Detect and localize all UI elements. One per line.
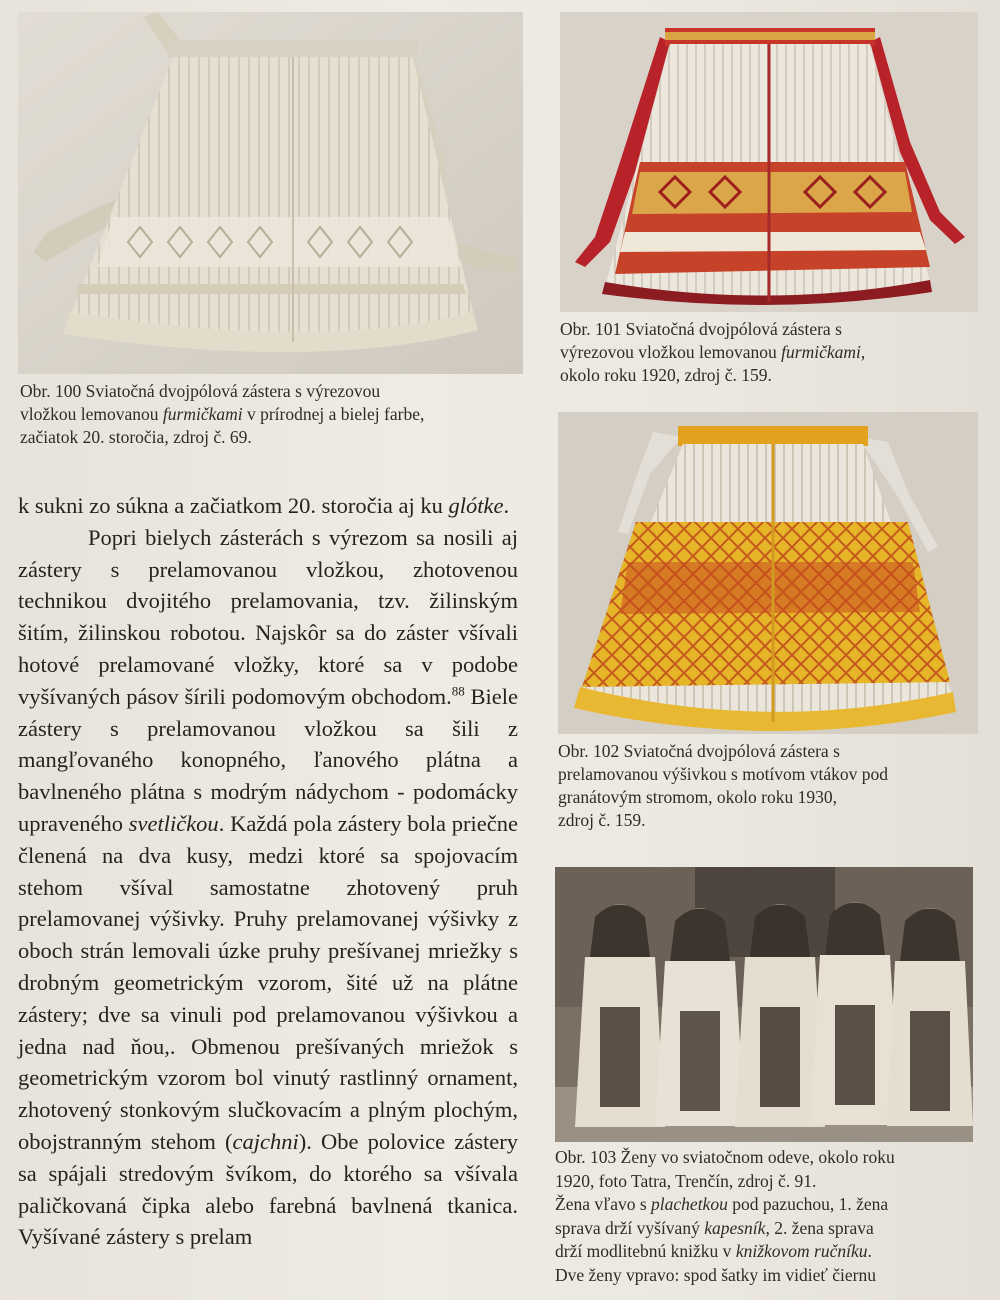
text-run: Obr. 102 Sviatočná dvojpólová zástera s <box>558 741 840 761</box>
text-run: ). Obe polovice zástery sa spájali stredovým švíkom, do ktorého sa všívala paličkovaná čipka alebo farebná bavlnená tkanica. Vyšívané zástery s prelam <box>18 1128 518 1250</box>
text-run: začiatok 20. storočia, zdroj č. 69. <box>20 427 252 447</box>
caption-line <box>558 809 978 832</box>
text-run: sprava drží vyšívaný <box>555 1217 705 1238</box>
text-run: Obr. 101 Sviatočná dvojpólová zástera s <box>560 319 842 339</box>
body-text-column <box>18 490 518 1253</box>
caption-line <box>558 786 978 809</box>
text-run: . <box>867 1241 872 1261</box>
text-run: . <box>503 493 510 518</box>
text-run: Obr. 100 Sviatočná dvojpólová zástera s výrezovou <box>20 381 381 401</box>
text-run: Obr. 103 Ženy vo sviatočnom odeve, okolo roku <box>555 1147 895 1167</box>
text-run: k sukni zo súkna a začiatkom 20. storočia aj ku <box>18 493 449 518</box>
figure-102-photo <box>558 412 978 734</box>
figure-103-caption <box>555 1146 985 1287</box>
text-run: pod pazuchou, 1. žena <box>727 1194 889 1214</box>
women-figures <box>575 902 973 1127</box>
text-run: , 2. žena sprava <box>765 1217 874 1238</box>
text-run: výrezovou vložkou lemovanou <box>560 342 782 362</box>
text-run: 1920, foto Tatra, Trenčín, zdroj č. 91. <box>555 1170 817 1191</box>
caption-line <box>558 763 978 786</box>
text-run: okolo roku 1920, zdroj č. 159. <box>560 365 772 385</box>
caption-line <box>555 1240 985 1264</box>
apron-image-yellow-embroidery <box>558 412 978 734</box>
text-run: zdroj č. 159. <box>558 810 646 830</box>
apron-image-natural-white <box>18 12 523 374</box>
caption-line <box>555 1193 985 1217</box>
text-run: Žena vľavo s <box>555 1194 652 1214</box>
caption-line <box>558 740 978 763</box>
caption-line <box>555 1170 985 1194</box>
body-paragraph <box>18 522 518 1253</box>
italic-term: cajchni <box>232 1128 299 1154</box>
text-run: Biele zástery s prelamovanou vložkou sa šili z mangľovaného konopného, ľanového plátna a bavlneného plátna s modrým nádychom - podomácky upraveného <box>18 683 519 836</box>
body-paragraph <box>18 490 518 522</box>
caption-line <box>20 403 520 426</box>
text-run: prelamovanou výšivkou s motívom vtákov pod <box>558 764 889 784</box>
italic-term: glótke <box>448 493 504 518</box>
text-run: . Každá pola zástery bola priečne členená na dva kusy, medzi ktoré sa spojovacím stehom všíval samostatne zhotovený pruh prelamovanej výšivky. Pruhy prelamovanej výšivky z oboch strán lemovali úzke pruhy prešívanej mriežky s drobným geometrickým vzorom, šité už na plátne zástery; dve sa vinuli pod prelamovanou výšivkou a jedna nad ňou,. Obmenou prešívaných mriežok s geometrickým vzorom bol vinutý rastlinný ornament, zhotovený stonkovým slučkovacím a plným plochým, obojstranným stehom ( <box>18 810 518 1154</box>
figure-100-caption <box>20 380 520 449</box>
text-run: granátovým stromom, okolo roku 1930, <box>558 787 838 807</box>
italic-term: furmičkami <box>781 342 861 362</box>
caption-line <box>20 380 520 403</box>
caption-line <box>20 426 520 449</box>
figure-102-caption <box>558 740 978 832</box>
italic-term: svetličkou <box>128 810 219 836</box>
text-run: Popri bielych zásterách s výrezom sa nosili aj zástery s prelamovanou vložkou, zhotovenou technikou dvojitého prelamovania, tzv. žilinským šitím, žilinskou robotou. Najskôr sa do záster všívali hotové prelamované vložky, ktoré sa v podobe vyšívaných pásov šírili podomovým obchodom. <box>18 524 518 709</box>
figure-103-photo <box>555 867 973 1142</box>
footnote-ref: 88 <box>451 683 465 699</box>
figure-101-caption <box>560 318 980 387</box>
italic-term: knižkovom ručníku <box>735 1241 868 1261</box>
text-run: Dve ženy vpravo: spod šatky im vidieť čiernu <box>555 1264 876 1285</box>
italic-term: kapesník <box>704 1217 766 1238</box>
figure-101-photo <box>560 12 978 312</box>
caption-line <box>560 341 980 364</box>
historic-photo-women <box>555 867 973 1142</box>
caption-line <box>560 364 980 387</box>
text-run: vložkou lemovanou <box>20 404 163 424</box>
apron-image-red-border <box>560 12 978 312</box>
figure-100-photo <box>18 12 523 374</box>
italic-term: plachetkou <box>651 1194 728 1214</box>
caption-line <box>555 1217 985 1241</box>
caption-line <box>555 1146 985 1170</box>
text-run: v prírodnej a bielej farbe, <box>242 404 425 424</box>
italic-term: furmičkami <box>162 404 243 424</box>
text-run: drží modlitebnú knižku v <box>555 1241 736 1261</box>
text-run: , <box>860 342 866 362</box>
caption-line <box>560 318 980 341</box>
caption-line <box>555 1264 985 1288</box>
